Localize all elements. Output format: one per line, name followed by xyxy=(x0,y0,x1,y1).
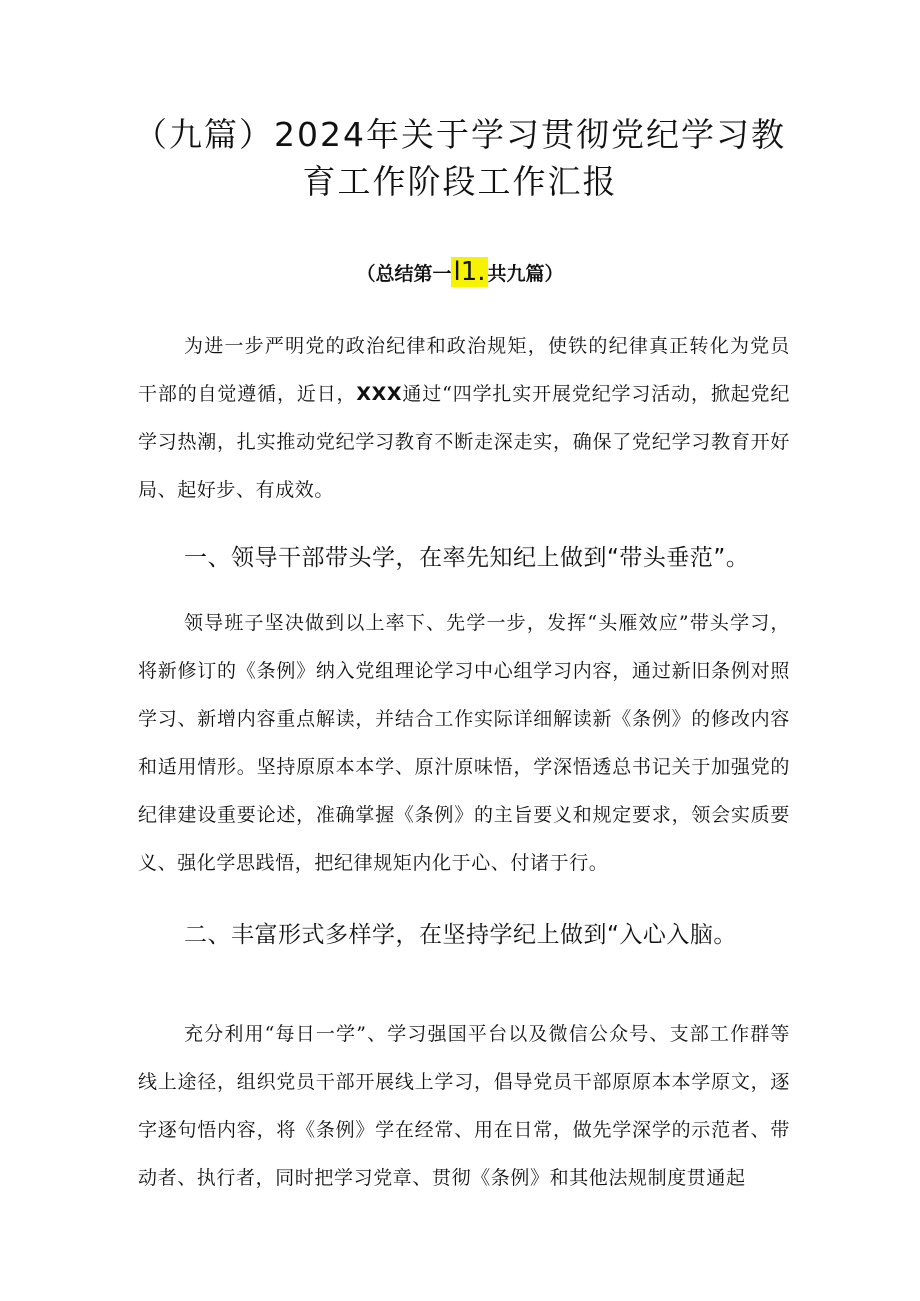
section-heading-2: 二、丰富形式多样学，在坚持学纪上做到“入心入脑。 xyxy=(184,922,737,948)
section-heading-1: 一、领导干部带头学，在率先知纪上做到“带头垂范”。 xyxy=(184,545,750,571)
paragraph-intro-before: 为进一步严明党的政治纪律和政治规矩，使铁的纪律真正转化为党员干部的自觉遵循，近日， xyxy=(138,335,790,405)
paragraph-intro xyxy=(138,322,790,514)
document-title-line-2: 育工作阶段工作汇报 xyxy=(302,162,618,201)
subtitle-prefix: （总结第一 xyxy=(356,263,452,285)
paragraph-intro-bold: XXX xyxy=(356,383,403,405)
subtitle-suffix: 共九篇） xyxy=(487,263,564,285)
document-title-line-1: （九篇）2024年关于学习贯彻党纪学习教 xyxy=(134,115,786,154)
document-subtitle xyxy=(0,254,920,292)
paragraph-intro-after: 通过“四学扎实开展党纪学习活动，掀起党纪学习热潮，扎实推动党纪学习教育不断走深走实，确保了党纪学习教育开好局、起好步、有成效。 xyxy=(138,383,790,501)
paragraph-section-2: 充分利用“每日一学”、学习强国平台以及微信公众号、支部工作群等线上途径，组织党员干部开展线上学习，倡导党员干部原原本本学原文，逐字逐句悟内容，将《条例》学在经常、用在日常，做先学深学的示范者、带动者、执行者，同时把学习党章、贯彻《条例》和其他法规制度贯通起 xyxy=(138,1023,790,1189)
paragraph-section-1: 领导班子坚决做到以上率下、先学一步，发挥“头雁效应”带头学习，将新修订的《条例》纳入党组理论学习中心组学习内容，通过新旧条例对照学习、新增内容重点解读，并结合工作实际详细解读新《条例》的修改内容和适用情形。坚持原原本本学、原汁原味悟，学深悟透总书记关于加强党的纪律建设重要论述，准确掌握《条例》的主旨要义和规定要求，领会实质要义、强化学思践悟，把纪律规矩内化于心、付诸于行。 xyxy=(138,612,790,874)
subtitle-highlight: l1. xyxy=(453,257,486,287)
